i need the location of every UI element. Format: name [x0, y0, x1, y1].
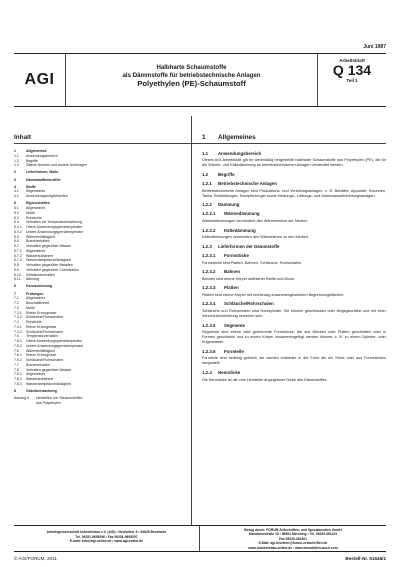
toc-entry-title: Dämmstoffkennziffer	[26, 177, 61, 182]
toc-entry-number: 5.9	[14, 267, 19, 272]
toc-entry-number: 7.5.2	[14, 343, 22, 348]
toc-entry-number: 7.8.3	[14, 381, 22, 386]
toc-entry-number: 5.7.3	[14, 258, 22, 263]
footer-line: Tel. 06251-9695296 • Fax 06251-9695297	[75, 534, 138, 539]
toc-entry-number: 7.6	[14, 348, 19, 353]
toc-entry-number: 7.4.2	[14, 329, 22, 334]
toc-entry-number: 5.4	[14, 220, 19, 225]
toc-entry-number: 7.5	[14, 334, 19, 339]
title-line: als Dämmstoffe für betriebstechnische Anlagen	[122, 71, 261, 79]
paragraph: Platten sind ebene Körper mit rechteckig zusammengesetztem Begrenzungsflächen.	[202, 292, 345, 297]
footer-line: Mandichostraße 18 • 86504 Merching • Tel. 08233-381123	[248, 532, 337, 537]
toc-entry-number: 1	[14, 149, 16, 153]
toc-entry-number: 3	[14, 177, 16, 182]
subsection-heading	[202, 172, 386, 178]
toc-entry	[14, 389, 191, 394]
toc-entry-title: Verhalten gegenüber Metallen	[26, 263, 73, 268]
toc-entry-title: Allgemeines	[26, 189, 46, 194]
subsection-heading	[202, 151, 386, 157]
toc-entry-number: 5.1	[14, 206, 19, 211]
publisher-footer	[14, 525, 386, 552]
toc-heading: Inhalt	[14, 116, 191, 144]
subsection-title: Schläuche/Rohrschalen	[224, 301, 274, 307]
toc-entry-title: Allgemeines	[26, 248, 46, 253]
subsection-number: 1.2.1	[202, 180, 212, 186]
toc-entry-title: Maße	[26, 210, 35, 215]
subsection-title: Formstücke	[224, 252, 249, 258]
paragraph: Betriebstechnische Anlagen sind Produktions- und Verteilungsanlagen, z. B. Behälter, Apparate, Kolonnen, Tanks, Rohrleitungen, Dampferzeuger sowie Heizungs-, Lüftungs- und Warmwasserbereitungsanlagen.	[202, 188, 386, 198]
subsection-heading	[202, 202, 386, 208]
toc-entry-title: Begriffe	[26, 158, 38, 163]
toc-entry-number: 6	[14, 284, 16, 289]
subsection-heading	[202, 269, 386, 275]
subsection-number: 1.2.2.2	[202, 227, 216, 233]
toc-entry-number: 5.10	[14, 272, 21, 277]
toc-entry-title: Verhalten gegenüber Wasser	[26, 367, 72, 372]
order-number: Bestell-Nr. 51546/1	[345, 556, 386, 561]
toc-entry-title: Ebene Erzeugnisse	[26, 310, 57, 315]
subsection-heading	[202, 285, 386, 291]
issue-date: Juni 1987	[363, 44, 386, 50]
footer-line: Arbeitsgemeinschaft Industriebau e.V. (AGI) • Neuhofstr. 9 • 64625 Bensheim	[46, 530, 167, 534]
toc-entry-title: Lieferformen, Maße	[26, 170, 59, 175]
toc-entry-title: Allgemeines	[26, 296, 46, 301]
subsection-heading	[202, 301, 386, 307]
sheet-label: Arbeitsblatt	[339, 58, 365, 63]
toc-entry-title: Eigenschaften	[26, 201, 50, 206]
toc-entry-title: Kennzeichnung	[26, 284, 53, 289]
toc-entry-title: Beschaffenheit	[26, 301, 50, 306]
toc-entry-title: Stoffe	[26, 184, 36, 189]
toc-entry-number: 5.3	[14, 215, 19, 220]
publisher-address	[14, 526, 200, 551]
toc-entry	[14, 401, 191, 406]
toc-entry-number: 5.5	[14, 234, 19, 239]
subsection-title: Nenndicke	[218, 370, 241, 376]
toc-entry-number: 5.7.1	[14, 248, 22, 253]
toc-entry	[14, 382, 191, 387]
subsection-heading	[202, 244, 386, 250]
toc-entry-number: 7.6.2	[14, 358, 22, 363]
subsection-heading	[202, 181, 386, 187]
sheet-part: Teil 1	[346, 78, 358, 83]
toc-list	[14, 144, 191, 406]
footer-line: Fax 08233-381361	[279, 536, 307, 541]
toc-entry-number: 5.2	[14, 210, 19, 215]
section-heading	[192, 116, 386, 144]
toc-entry-title: Güteüberwachung	[26, 388, 57, 393]
toc-entry-number: 1.3	[14, 163, 19, 168]
toc-entry-number: 7.2	[14, 301, 19, 306]
toc-entry-number: 1.1	[14, 153, 19, 158]
paragraph: Wärmedämmungen vermindern den Wärmeverlust der Medien.	[202, 218, 309, 223]
toc-entry-number: 7.6.1	[14, 353, 22, 358]
toc-entry-number: 5.6	[14, 239, 19, 244]
toc-entry-number: 7.4	[14, 320, 19, 325]
toc-entry-title: Obere Anwendungsgrenztemperatur	[26, 339, 83, 344]
toc-entry-number: 7.3	[14, 305, 19, 310]
title-line: Halbharte Schaumstoffe	[156, 64, 227, 71]
toc-entry-title: Rohdichte	[26, 320, 42, 325]
paragraph: Schläuche und Rohrschalen sind Hohlzylinder. Sie können geschlossen oder längsgeschlitzt und mit einer Verschlußvorrichtung versehen sein.	[202, 309, 386, 319]
toc-entry-title: aus Polyethylen	[36, 400, 61, 405]
subsection-heading	[202, 370, 386, 376]
toc-entry-title: Schläuche/Rohrschalen	[26, 315, 63, 320]
toc-entry-title: Temperaturverhalten	[26, 334, 59, 339]
toc-entry-number: 2	[14, 170, 16, 175]
toc-entry-title: Allgemeines	[26, 206, 46, 211]
toc-entry-number: 5.7	[14, 244, 19, 249]
toc-entry-title: Alterung	[26, 277, 40, 282]
toc-entry	[14, 170, 191, 175]
toc-entry-title: Allgemeines	[26, 372, 46, 377]
toc-entry	[14, 277, 191, 282]
toc-entry-title: Schläuche/Rohrschalen	[26, 329, 63, 334]
toc-entry-number: 7.3.2	[14, 315, 22, 320]
subsection-number: 1.2.2.1	[202, 211, 216, 217]
toc-entry-title: Ebene Erzeugnisse	[26, 324, 57, 329]
toc-entry-title: Wasseraufnahme	[26, 377, 54, 382]
subsection-heading	[202, 253, 386, 259]
toc-entry-title: Verhalten gegenüber Wasser	[26, 244, 72, 249]
subsection-number: 1.2.3.2	[202, 269, 216, 275]
footer-line: E-Mail: agi-bezieher@forum-zeitschriften.de	[258, 541, 328, 546]
subsection-number: 1.1	[202, 150, 209, 156]
subsection-heading	[202, 228, 386, 234]
toc-entry-title: Prüfungen	[26, 291, 44, 296]
paragraph: Die Nenndicke ist die vom Hersteller angegebene Dicke des Dämmstoffes.	[202, 377, 328, 382]
toc-entry-title: Verhalten bei Temperatureinwirkung	[26, 220, 82, 225]
toc-entry-number: 5.4.2	[14, 229, 22, 234]
agi-logo: AGI	[14, 54, 66, 106]
footer-line: Bezug durch: FORUM Zeitschriften- und Spezialmedien GmbH	[244, 528, 342, 532]
copyright-notice: © AGI/FORUM, 2011	[14, 556, 57, 561]
footer-line: E-mail: info@agi-online.de • www.agi-online.de	[69, 539, 144, 544]
document-header	[14, 53, 386, 107]
subsection-number: 1.2.3.5	[202, 322, 216, 328]
sheet-number-block	[318, 54, 386, 106]
toc-entry-number: Anhang A	[14, 396, 30, 401]
toc-entry-title: Obere Anwendungsgrenztemperatur	[26, 225, 83, 230]
subsection-heading	[202, 349, 386, 355]
subsection-heading	[202, 323, 386, 329]
toc-entry-number: 5.11	[14, 277, 21, 282]
subsection-number: 1.2.2	[202, 202, 212, 208]
table-of-contents	[14, 116, 192, 525]
paragraph: Bahnen sind ebene Körper definierter Breite und Dicke.	[202, 276, 296, 281]
toc-entry-title: Rohdichte	[26, 215, 42, 220]
toc-entry-title: Brandverhalten	[26, 362, 50, 367]
toc-entry-title: Brandverhalten	[26, 239, 50, 244]
section-heading-number: 1	[202, 134, 206, 141]
document-title-block	[66, 54, 318, 106]
toc-entry-number: 8	[14, 388, 16, 393]
subsection-number: 1.2.3.3	[202, 285, 216, 291]
footer-line: www.industriebau-online.de • www.immobilien-buch.com	[248, 545, 338, 550]
subsection-number: 1.2.3	[202, 243, 212, 249]
paragraph: Segmente sind ebene oder gekrümmte Formstücke, die aus Blöcken oder Platten geschnitten oder in Formen geschäumt und zu einem Körper zusammengefügt werden können, z. B. zu einem Zylinder- oder Kugelmantel.	[202, 330, 386, 345]
subsection-number: 1.2.4	[202, 370, 212, 376]
toc-entry-number: 5.8	[14, 263, 19, 268]
toc-entry-title: Zitierte Normen und andere Unterlagen	[26, 163, 87, 168]
toc-entry-title: Wärmeleitfähigkeit	[26, 234, 55, 239]
main-content	[202, 116, 386, 525]
subsection-number: 1.2	[202, 171, 209, 177]
toc-entry-number: 7.5.1	[14, 339, 22, 344]
toc-entry	[14, 178, 191, 183]
subsection-title: Formteile	[224, 348, 244, 354]
paragraph: Dieses AGI-Arbeitsblatt gilt für werkmäßig hergestellte halbharte Schaumstoffe aus Polyethylen (PE), die für die Wärme- und Kältedämmung an betriebstechnischen Anlagen verwendet werden.	[202, 158, 386, 168]
toc-entry-title: Anwendungsmöglichkeiten	[26, 194, 68, 199]
subsection-title: Kältedämmung	[224, 227, 256, 233]
paragraph: Formstücke sind Platten, Bahnen, Schläuche, Rohrschalen.	[202, 260, 303, 265]
subsection-number: 1.2.3.6	[202, 348, 216, 354]
toc-entry-number: 7.8	[14, 367, 19, 372]
toc-entry-title: Anwendungsbereich	[26, 153, 58, 158]
subsection-title: Betriebstechnische Anlagen	[218, 180, 277, 186]
toc-entry	[14, 163, 191, 168]
content-body	[202, 144, 386, 383]
subsection-title: Bahnen	[224, 269, 241, 275]
toc-entry-number: 1.2	[14, 158, 19, 163]
subsection-heading	[202, 211, 386, 217]
subsection-number: 1.2.3.4	[202, 301, 216, 307]
toc-entry-title: Wasserdampfdurchlässigkeit	[26, 258, 71, 263]
toc-entry-number: 5	[14, 201, 16, 206]
toc-entry-number: 5.7.2	[14, 253, 22, 258]
toc-entry-number: 7.4.1	[14, 324, 22, 329]
subsection-title: Dämmung	[218, 202, 240, 208]
toc-entry-number	[14, 401, 26, 406]
subsection-title: Platten	[224, 285, 239, 291]
toc-entry-title: Wärmeleitfähigkeit	[26, 348, 55, 353]
toc-entry-number: 7.1	[14, 296, 19, 301]
toc-entry-title: Ebene Erzeugnisse	[26, 353, 57, 358]
subsection-title: Wärmedämmung	[224, 211, 260, 217]
paragraph: Kältedämmungen vermindern den Wärmestrom zu den Medien.	[202, 235, 309, 240]
toc-entry-title: Verhalten gegenüber Chemikalien	[26, 267, 79, 272]
toc-entry-title: Maße	[26, 305, 35, 310]
subsection-title: Anwendungsbereich	[218, 150, 262, 156]
toc-entry-title: Untere Anwendungsgrenztemperatur	[26, 343, 84, 348]
toc-entry-number: 5.4.1	[14, 225, 22, 230]
paragraph: Formteile sind beliebig geformt, sie werden entweder in der Form als ein Stück oder aus Formstücken hergestellt.	[202, 356, 386, 366]
toc-entry-number: 4	[14, 184, 16, 189]
toc-entry-number: 7.8.1	[14, 372, 22, 377]
toc-entry-number: 7.3.1	[14, 310, 22, 315]
subsection-title: Lieferformen der Dämmstoffe	[218, 243, 280, 249]
distributor-address	[200, 526, 386, 551]
toc-entry	[14, 194, 191, 199]
subsection-title: Begriffe	[218, 171, 235, 177]
toc-entry-title: Wasseraufnahme	[26, 253, 54, 258]
toc-entry-title: Untere Anwendungsgrenztemperatur	[26, 229, 84, 234]
toc-entry-title: Allgemeines	[26, 149, 47, 153]
toc-entry-number: 4.2	[14, 194, 19, 199]
toc-entry-number: 7	[14, 291, 16, 296]
toc-entry-title: Schläuche/Rohrschalen	[26, 358, 63, 363]
toc-entry	[14, 284, 191, 289]
subsection-number: 1.2.3.1	[202, 252, 216, 258]
document-subtitle: Polyethylen (PE)-Schaumstoff	[137, 79, 246, 89]
sheet-number: Q 134	[332, 62, 372, 78]
toc-entry-number: 7.8.2	[14, 377, 22, 382]
toc-entry-title: Zeitstandverhalten	[26, 272, 55, 277]
toc-entry-title: Wasserdampfdurchlässigkeit	[26, 381, 71, 386]
subsection-title: Segmente	[224, 322, 245, 328]
toc-entry-number: 4.1	[14, 189, 19, 194]
section-heading-text: Allgemeines	[218, 134, 256, 141]
toc-entry-title: Herstellen von Schaumstoffen	[36, 396, 83, 401]
toc-entry-number: 7.7	[14, 362, 19, 367]
